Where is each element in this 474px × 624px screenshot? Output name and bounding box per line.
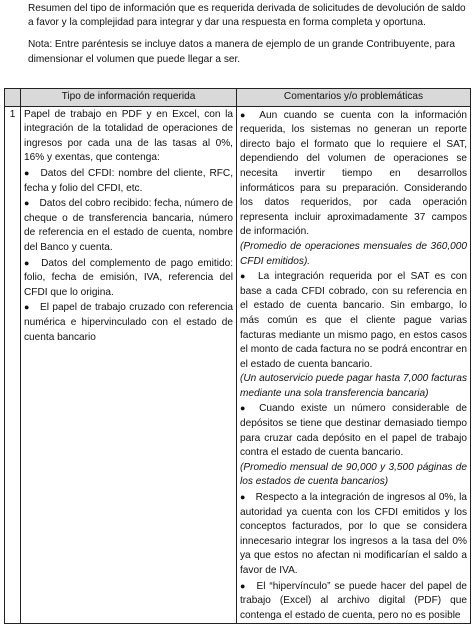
comentario-item: ● Aun cuando se cuenta con la información requerida, los sistemas no generan un reporte directo bajo el formato que lo requiere el SAT, dependiendo del volumen de operaciones se necesita invertir tiempo en desarrollos informáticos para su preparación. Considerando los datos requeridos, por cada operación representa incluir aproximadamente 37 campos de información. [240,109,467,238]
table-row [5,106,471,624]
tipo-bullet: ● Datos del cobro recibido: fecha, número de cheque o de transferencia bancaria, número de referencia en el estado de cuenta, nombre del Banco y cuenta. [24,198,233,253]
header-tipo: Tipo de información requerida [21,89,237,107]
bullet-icon: ● [24,198,30,209]
row-number: 1 [5,106,21,624]
comentario-note: (Promedio de operaciones mensuales de 360,000 CFDI emitidos). [240,240,467,267]
intro-paragraph: Resumen del tipo de información que es requerida derivada de solicitudes de devolución de saldo a favor y la complejidad para integrar y dar una respuesta en forma completa y oportuna. [28,3,466,29]
tipo-bullet: ● Datos del complemento de pago emitido: folio, fecha de emisión, IVA, referencia del CFDI que lo origina. [24,257,234,298]
comentario-note: (Promedio mensual de 90,000 y 3,500 páginas de los estados de cuenta bancarios) [240,461,467,488]
header-comentarios: Comentarios y/o problemáticas [237,89,471,107]
bullet-icon: ● [240,580,247,591]
comentario-item: ● Respecto a la integración de ingresos al 0%, la autoridad ya cuenta con los CFDI emitidos y los conceptos facturados, por lo que se considera innecesario integrar los ingresos a la tasa del 0% ya que estos no afectan ni modificarían el saldo a favor de IVA. [240,492,468,576]
tipo-intro: Papel de trabajo en PDF y en Excel, con la integración de la totalidad de operaciones de ingresos por cada una de las tasas al 0%, 16% y exentas, que contenga: [24,108,233,164]
tipo-cell [21,106,237,624]
bullet-icon: ● [24,167,31,178]
tipo-bullet: ● El papel de trabajo cruzado con referencia numérica e hipervinculado con el estado de cuenta bancario [24,302,233,343]
bullet-icon: ● [24,302,30,313]
intro-note: Nota: Entre paréntesis se incluye datos a manera de ejemplo de un grande Contribuyente, para dimensionar el volumen que puede llegar a ser. [28,39,456,65]
bullet-icon: ● [240,492,246,503]
comentario-item: ● Cuando existe un número considerable de depósitos se tiene que destinar demasiado tiempo para cruzar cada depósito en el papel de trabajo contra el estado de cuenta bancario. [240,403,467,459]
comentario-item: ● El “hipervínculo” se puede hacer del papel de trabajo (Excel) al archivo digital (PDF) que contenga el estado de cuenta, pero no es posible [240,580,467,621]
header-number [5,89,21,107]
bullet-icon: ● [240,271,249,282]
bullet-icon: ● [24,257,32,268]
comentarios-cell [237,106,471,624]
bullet-icon: ● [240,403,250,414]
comentario-item: ● La integración requerida por el SAT es con base a cada CFDI cobrado, con su referencia en el estado de cuenta bancario. Sin embargo, lo más común es que el cliente pague varias facturas mediante un mismo pago, en estos casos el monto de cada factura no se podrá encontrar en el estado de cuenta bancario. [240,271,467,370]
tipo-bullet: ● Datos del CFDI: nombre del cliente, RFC, fecha y folio del CFDI, etc. [24,167,233,194]
bullet-icon: ● [240,109,250,120]
table-header-row [5,89,471,107]
comentario-note: (Un autoservicio puede pagar hasta 7,000 facturas mediante una sola transferencia bancaria) [240,373,467,399]
info-table [4,88,471,624]
